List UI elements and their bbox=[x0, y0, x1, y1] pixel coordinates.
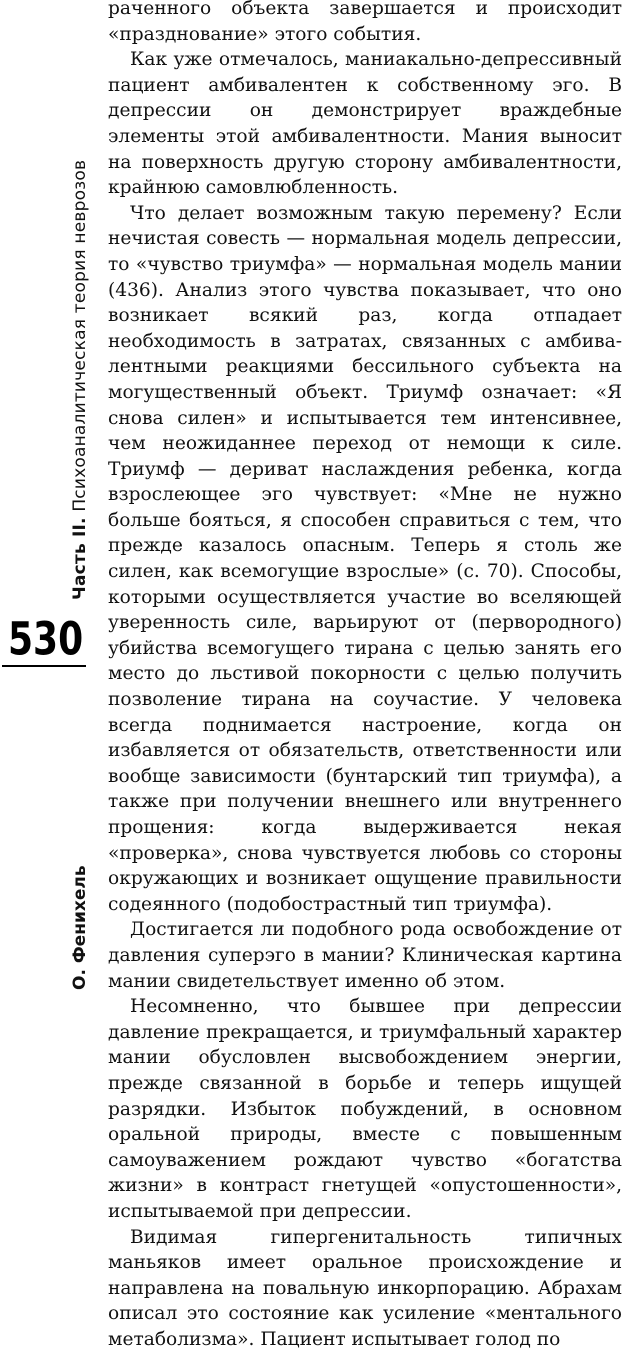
paragraph: Как уже отмечалось, маниакально-депрессивный пациент амбивалентен к собственному эго. В депрессии он демонстрирует враждебные элементы этой амбивалентности. Мания выносит на поверхность другую сторону амбивалентности, крайнюю самовлюбленность. bbox=[108, 47, 622, 201]
side-margin bbox=[0, 0, 90, 994]
running-head-author: О. Фенихель bbox=[70, 865, 90, 990]
page-number: 530 bbox=[6, 618, 92, 663]
running-head-part-label: Часть II. bbox=[70, 517, 90, 600]
page-number-rule bbox=[2, 665, 86, 667]
paragraph-continued: раченного объекта завершается и происходит «празднование» этого события. bbox=[108, 0, 622, 47]
running-head-part-title: Психоаналитическая теория неврозов bbox=[70, 160, 90, 512]
body-text bbox=[108, 0, 622, 1352]
paragraph: Достигается ли подобного рода освобождение от давления суперэго в мании? Клиническая картина мании свидетельствует именно об этом. bbox=[108, 917, 622, 994]
running-head bbox=[70, 160, 90, 600]
paragraph: Несомненно, что бывшее при депрессии давление прекращается, и триумфальный характер мании обусловлен высвобождением энергии, прежде связанной в борьбе и теперь ищущей разрядки. Избыток побуждений, в основном оральной природы, вместе с повышенным самоуважением рождают чувство «богатства жизни» в контраст гнетущей «опустошенности», испытываемой при депрессии. bbox=[108, 994, 622, 1224]
paragraph: Что делает возможным такую перемену? Если нечистая совесть — нормальная модель депрессии, то «чувство триумфа» — нормальная модель мании (436). Анализ этого чувства показывает, что оно возникает всякий раз, когда отпадает необходимость в затратах, связанных с амбивалентными реакциями бессильного субъекта на могущественный объект. Триумф означает: «Я снова силен» и испытывается тем интенсивнее, чем неожиданнее переход от немощи к силе. Триумф — дериват наслаждения ребенка, когда взрослеющее эго чувствует: «Мне не нужно больше бояться, я способен справиться с тем, что прежде казалось опасным. Теперь я столь же силен, как всемогущие взрослые» (с. 70). Способы, которыми осуществляется участие во вселяющей уверенность силе, варьируют от (первородного) убийства всемогущего тирана с целью занять его место до льстивой покорности с целью получить позволение тирана на соучастие. У человека всегда поднимается настроение, когда он избавляется от обязательств, ответственности или вообще зависимости (бунтарский тип триумфа), а также при получении внешнего или внутреннего прощения: когда выдерживается некая «проверка», снова чувствуется любовь со стороны окружающих и возникает ощущение правильности содеянного (подобострастный тип триумфа). bbox=[108, 201, 622, 918]
paragraph: Видимая гипергенитальность типичных маньяков имеет оральное происхождение и направлена на повальную инкорпорацию. Абрахам описал это состояние как усиление «ментального метаболизма». Пациент испытывает голод по bbox=[108, 1225, 622, 1352]
